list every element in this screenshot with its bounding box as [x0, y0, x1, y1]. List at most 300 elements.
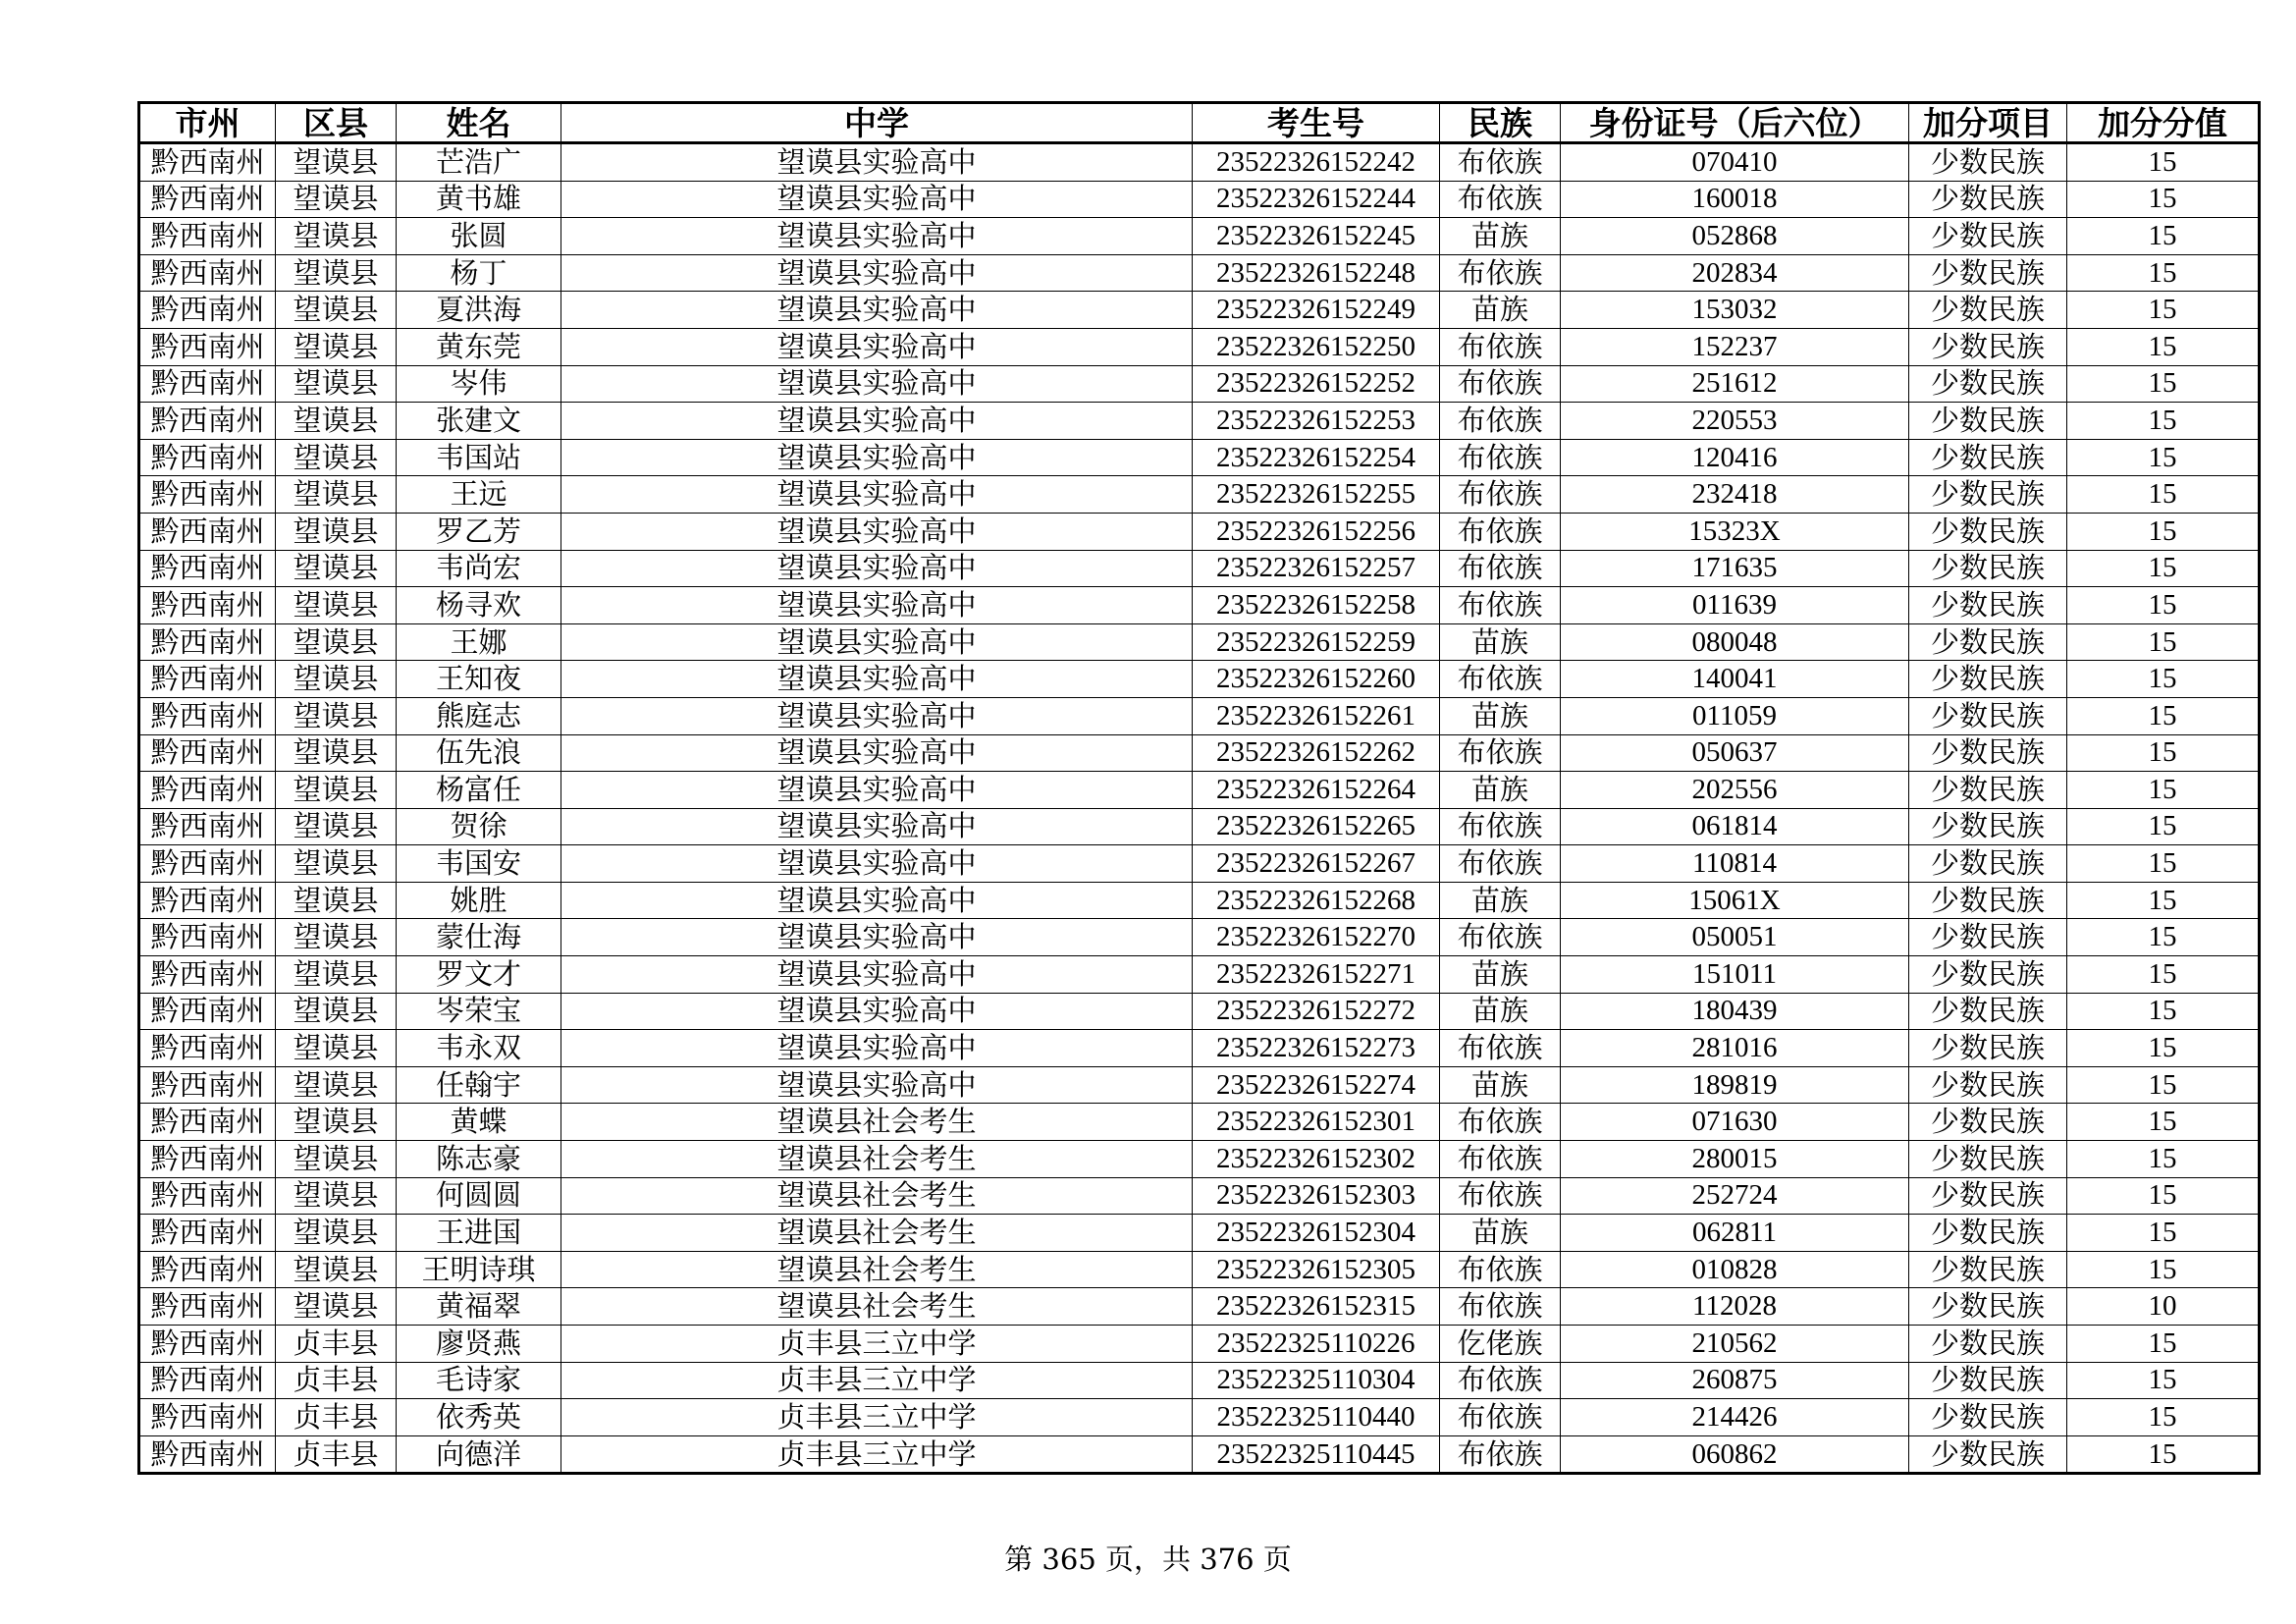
county-cell: 望谟县: [276, 254, 397, 292]
school-cell: 贞丰县三立中学: [561, 1435, 1193, 1474]
exam-number-cell: 23522326152249: [1193, 292, 1440, 329]
exam-number-cell: 23522326152304: [1193, 1215, 1440, 1252]
name-cell: 蒙仕海: [397, 919, 561, 956]
school-cell: 望谟县实验高中: [561, 845, 1193, 883]
name-cell: 黄书雄: [397, 181, 561, 218]
id-last-six-cell: 140041: [1561, 661, 1909, 698]
bonus-item-cell: 少数民族: [1909, 1399, 2067, 1436]
bonus-item-cell: 少数民族: [1909, 143, 2067, 182]
name-cell: 向德洋: [397, 1435, 561, 1474]
table-row: [139, 661, 2260, 698]
ethnicity-cell: 布依族: [1440, 1288, 1561, 1326]
county-cell: 望谟县: [276, 403, 397, 440]
table-row: [139, 143, 2260, 182]
city-cell: 黔西南州: [139, 143, 276, 182]
name-cell: 王进国: [397, 1215, 561, 1252]
city-cell: 黔西南州: [139, 1288, 276, 1326]
city-cell: 黔西南州: [139, 1104, 276, 1141]
bonus-points-cell: 15: [2067, 919, 2260, 956]
id-last-six-cell: 180439: [1561, 993, 1909, 1030]
exam-number-cell: 23522326152252: [1193, 365, 1440, 403]
bonus-item-cell: 少数民族: [1909, 181, 2067, 218]
bonus-points-cell: 15: [2067, 328, 2260, 365]
id-last-six-cell: 15323X: [1561, 513, 1909, 550]
bonus-item-cell: 少数民族: [1909, 1251, 2067, 1288]
exam-number-cell: 23522325110304: [1193, 1362, 1440, 1399]
table-row: [139, 956, 2260, 994]
id-last-six-cell: 251612: [1561, 365, 1909, 403]
city-cell: 黔西南州: [139, 1326, 276, 1363]
name-cell: 黄东莞: [397, 328, 561, 365]
school-cell: 望谟县实验高中: [561, 143, 1193, 182]
exam-number-cell: 23522326152273: [1193, 1030, 1440, 1067]
table-row: [139, 1030, 2260, 1067]
school-cell: 望谟县实验高中: [561, 956, 1193, 994]
exam-number-cell: 23522326152242: [1193, 143, 1440, 182]
table-row: [139, 513, 2260, 550]
ethnicity-cell: 布依族: [1440, 143, 1561, 182]
exam-number-cell: 23522326152254: [1193, 439, 1440, 476]
city-cell: 黔西南州: [139, 1030, 276, 1067]
bonus-item-cell: 少数民族: [1909, 1141, 2067, 1178]
bonus-points-cell: 15: [2067, 254, 2260, 292]
bonus-points-cell: 15: [2067, 1251, 2260, 1288]
ethnicity-cell: 布依族: [1440, 181, 1561, 218]
table-row: [139, 1326, 2260, 1363]
exam-number-cell: 23522325110445: [1193, 1435, 1440, 1474]
table-row: [139, 328, 2260, 365]
name-cell: 贺徐: [397, 808, 561, 845]
table-row: [139, 882, 2260, 919]
exam-number-cell: 23522326152256: [1193, 513, 1440, 550]
city-cell: 黔西南州: [139, 550, 276, 587]
name-cell: 黄蝶: [397, 1104, 561, 1141]
county-cell: 贞丰县: [276, 1326, 397, 1363]
bonus-points-cell: 15: [2067, 993, 2260, 1030]
exam-number-cell: 23522325110226: [1193, 1326, 1440, 1363]
table-row: [139, 1066, 2260, 1104]
bonus-item-cell: 少数民族: [1909, 550, 2067, 587]
county-cell: 望谟县: [276, 808, 397, 845]
bonus-item-cell: 少数民族: [1909, 1288, 2067, 1326]
name-cell: 毛诗家: [397, 1362, 561, 1399]
id-last-six-cell: 160018: [1561, 181, 1909, 218]
bonus-points-cell: 15: [2067, 1326, 2260, 1363]
name-cell: 岑荣宝: [397, 993, 561, 1030]
name-cell: 王知夜: [397, 661, 561, 698]
name-cell: 韦尚宏: [397, 550, 561, 587]
county-cell: 望谟县: [276, 143, 397, 182]
city-cell: 黔西南州: [139, 697, 276, 734]
exam-number-cell: 23522326152262: [1193, 734, 1440, 772]
name-cell: 张建文: [397, 403, 561, 440]
exam-number-cell: 23522326152258: [1193, 587, 1440, 624]
table-row: [139, 1362, 2260, 1399]
school-cell: 望谟县实验高中: [561, 513, 1193, 550]
exam-number-cell: 23522326152253: [1193, 403, 1440, 440]
exam-number-cell: 23522326152259: [1193, 623, 1440, 661]
id-last-six-cell: 214426: [1561, 1399, 1909, 1436]
id-last-six-cell: 061814: [1561, 808, 1909, 845]
ethnicity-cell: 苗族: [1440, 623, 1561, 661]
school-cell: 望谟县实验高中: [561, 772, 1193, 809]
header-county: 区县: [276, 103, 397, 143]
bonus-item-cell: 少数民族: [1909, 587, 2067, 624]
table-row: [139, 1177, 2260, 1215]
bonus-points-cell: 15: [2067, 734, 2260, 772]
city-cell: 黔西南州: [139, 772, 276, 809]
city-cell: 黔西南州: [139, 476, 276, 514]
name-cell: 黄福翠: [397, 1288, 561, 1326]
city-cell: 黔西南州: [139, 734, 276, 772]
name-cell: 廖贤燕: [397, 1326, 561, 1363]
id-last-six-cell: 15061X: [1561, 882, 1909, 919]
county-cell: 望谟县: [276, 661, 397, 698]
table-row: [139, 772, 2260, 809]
exam-number-cell: 23522326152245: [1193, 218, 1440, 255]
id-last-six-cell: 070410: [1561, 143, 1909, 182]
ethnicity-cell: 苗族: [1440, 292, 1561, 329]
ethnicity-cell: 布依族: [1440, 550, 1561, 587]
name-cell: 何圆圆: [397, 1177, 561, 1215]
county-cell: 望谟县: [276, 476, 397, 514]
county-cell: 贞丰县: [276, 1362, 397, 1399]
school-cell: 望谟县实验高中: [561, 1066, 1193, 1104]
name-cell: 杨寻欢: [397, 587, 561, 624]
exam-number-cell: 23522326152271: [1193, 956, 1440, 994]
city-cell: 黔西南州: [139, 956, 276, 994]
bonus-points-cell: 15: [2067, 181, 2260, 218]
bonus-item-cell: 少数民族: [1909, 439, 2067, 476]
bonus-points-cell: 15: [2067, 882, 2260, 919]
table-row: [139, 292, 2260, 329]
ethnicity-cell: 苗族: [1440, 1215, 1561, 1252]
school-cell: 望谟县实验高中: [561, 697, 1193, 734]
bonus-item-cell: 少数民族: [1909, 808, 2067, 845]
county-cell: 望谟县: [276, 1177, 397, 1215]
id-last-six-cell: 171635: [1561, 550, 1909, 587]
ethnicity-cell: 布依族: [1440, 254, 1561, 292]
ethnicity-cell: 苗族: [1440, 993, 1561, 1030]
bonus-item-cell: 少数民族: [1909, 919, 2067, 956]
county-cell: 望谟县: [276, 1030, 397, 1067]
table-row: [139, 1141, 2260, 1178]
city-cell: 黔西南州: [139, 1251, 276, 1288]
name-cell: 伍先浪: [397, 734, 561, 772]
bonus-item-cell: 少数民族: [1909, 1215, 2067, 1252]
exam-number-cell: 23522326152272: [1193, 993, 1440, 1030]
ethnicity-cell: 布依族: [1440, 1251, 1561, 1288]
bonus-item-cell: 少数民族: [1909, 513, 2067, 550]
bonus-points-cell: 15: [2067, 1435, 2260, 1474]
school-cell: 望谟县社会考生: [561, 1104, 1193, 1141]
bonus-item-cell: 少数民族: [1909, 882, 2067, 919]
id-last-six-cell: 050637: [1561, 734, 1909, 772]
id-last-six-cell: 280015: [1561, 1141, 1909, 1178]
exam-number-cell: 23522326152250: [1193, 328, 1440, 365]
exam-number-cell: 23522326152302: [1193, 1141, 1440, 1178]
county-cell: 望谟县: [276, 1066, 397, 1104]
county-cell: 望谟县: [276, 623, 397, 661]
bonus-points-cell: 10: [2067, 1288, 2260, 1326]
school-cell: 贞丰县三立中学: [561, 1399, 1193, 1436]
table-row: [139, 993, 2260, 1030]
county-cell: 贞丰县: [276, 1399, 397, 1436]
table-row: [139, 623, 2260, 661]
county-cell: 望谟县: [276, 513, 397, 550]
bonus-item-cell: 少数民族: [1909, 623, 2067, 661]
city-cell: 黔西南州: [139, 623, 276, 661]
school-cell: 望谟县实验高中: [561, 550, 1193, 587]
ethnicity-cell: 苗族: [1440, 956, 1561, 994]
ethnicity-cell: 布依族: [1440, 1104, 1561, 1141]
id-last-six-cell: 153032: [1561, 292, 1909, 329]
bonus-points-cell: 15: [2067, 845, 2260, 883]
name-cell: 王远: [397, 476, 561, 514]
id-last-six-cell: 220553: [1561, 403, 1909, 440]
id-last-six-cell: 260875: [1561, 1362, 1909, 1399]
name-cell: 芒浩广: [397, 143, 561, 182]
header-exam-number: 考生号: [1193, 103, 1440, 143]
table-row: [139, 439, 2260, 476]
county-cell: 望谟县: [276, 697, 397, 734]
county-cell: 望谟县: [276, 328, 397, 365]
school-cell: 望谟县实验高中: [561, 292, 1193, 329]
bonus-points-cell: 15: [2067, 513, 2260, 550]
id-last-six-cell: 112028: [1561, 1288, 1909, 1326]
id-last-six-cell: 052868: [1561, 218, 1909, 255]
county-cell: 望谟县: [276, 292, 397, 329]
id-last-six-cell: 011639: [1561, 587, 1909, 624]
exam-number-cell: 23522326152248: [1193, 254, 1440, 292]
table-row: [139, 365, 2260, 403]
school-cell: 望谟县实验高中: [561, 661, 1193, 698]
bonus-points-cell: 15: [2067, 1066, 2260, 1104]
bonus-points-cell: 15: [2067, 1104, 2260, 1141]
bonus-points-cell: 15: [2067, 1215, 2260, 1252]
ethnicity-cell: 布依族: [1440, 476, 1561, 514]
city-cell: 黔西南州: [139, 1362, 276, 1399]
bonus-points-cell: 15: [2067, 143, 2260, 182]
ethnicity-cell: 布依族: [1440, 1399, 1561, 1436]
city-cell: 黔西南州: [139, 1435, 276, 1474]
table-row: [139, 734, 2260, 772]
id-last-six-cell: 202834: [1561, 254, 1909, 292]
exam-number-cell: 23522326152270: [1193, 919, 1440, 956]
school-cell: 望谟县实验高中: [561, 734, 1193, 772]
table-header-row: [139, 103, 2260, 143]
city-cell: 黔西南州: [139, 218, 276, 255]
county-cell: 望谟县: [276, 1141, 397, 1178]
exam-number-cell: 23522326152274: [1193, 1066, 1440, 1104]
city-cell: 黔西南州: [139, 882, 276, 919]
header-city: 市州: [139, 103, 276, 143]
id-last-six-cell: 060862: [1561, 1435, 1909, 1474]
school-cell: 望谟县实验高中: [561, 1030, 1193, 1067]
exam-number-cell: 23522326152315: [1193, 1288, 1440, 1326]
exam-number-cell: 23522326152255: [1193, 476, 1440, 514]
name-cell: 岑伟: [397, 365, 561, 403]
school-cell: 望谟县实验高中: [561, 218, 1193, 255]
bonus-points-cell: 15: [2067, 1141, 2260, 1178]
bonus-points-cell: 15: [2067, 772, 2260, 809]
table-row: [139, 403, 2260, 440]
bonus-item-cell: 少数民族: [1909, 292, 2067, 329]
bonus-item-cell: 少数民族: [1909, 1066, 2067, 1104]
page-number-footer: 第 365 页，共 376 页: [1004, 1543, 1292, 1576]
city-cell: 黔西南州: [139, 181, 276, 218]
bonus-item-cell: 少数民族: [1909, 845, 2067, 883]
school-cell: 望谟县实验高中: [561, 254, 1193, 292]
ethnicity-cell: 苗族: [1440, 772, 1561, 809]
exam-number-cell: 23522326152257: [1193, 550, 1440, 587]
bonus-item-cell: 少数民族: [1909, 1435, 2067, 1474]
school-cell: 望谟县实验高中: [561, 919, 1193, 956]
city-cell: 黔西南州: [139, 513, 276, 550]
school-cell: 望谟县实验高中: [561, 403, 1193, 440]
city-cell: 黔西南州: [139, 403, 276, 440]
header-id-last-six: 身份证号（后六位）: [1561, 103, 1909, 143]
bonus-item-cell: 少数民族: [1909, 254, 2067, 292]
bonus-item-cell: 少数民族: [1909, 476, 2067, 514]
city-cell: 黔西南州: [139, 845, 276, 883]
id-last-six-cell: 151011: [1561, 956, 1909, 994]
ethnicity-cell: 苗族: [1440, 882, 1561, 919]
name-cell: 依秀英: [397, 1399, 561, 1436]
ethnicity-cell: 布依族: [1440, 1435, 1561, 1474]
header-name: 姓名: [397, 103, 561, 143]
school-cell: 望谟县实验高中: [561, 181, 1193, 218]
ethnicity-cell: 布依族: [1440, 1362, 1561, 1399]
id-last-six-cell: 050051: [1561, 919, 1909, 956]
id-last-six-cell: 152237: [1561, 328, 1909, 365]
county-cell: 望谟县: [276, 1288, 397, 1326]
school-cell: 望谟县实验高中: [561, 328, 1193, 365]
id-last-six-cell: 232418: [1561, 476, 1909, 514]
bonus-item-cell: 少数民族: [1909, 697, 2067, 734]
name-cell: 熊庭志: [397, 697, 561, 734]
school-cell: 贞丰县三立中学: [561, 1362, 1193, 1399]
bonus-points-cell: 15: [2067, 292, 2260, 329]
city-cell: 黔西南州: [139, 1177, 276, 1215]
exam-number-cell: 23522326152265: [1193, 808, 1440, 845]
header-bonus-points: 加分分值: [2067, 103, 2260, 143]
bonus-points-cell: 15: [2067, 439, 2260, 476]
bonus-item-cell: 少数民族: [1909, 218, 2067, 255]
school-cell: 望谟县实验高中: [561, 882, 1193, 919]
city-cell: 黔西南州: [139, 328, 276, 365]
bonus-item-cell: 少数民族: [1909, 734, 2067, 772]
name-cell: 韦永双: [397, 1030, 561, 1067]
table-row: [139, 697, 2260, 734]
county-cell: 望谟县: [276, 550, 397, 587]
ethnicity-cell: 布依族: [1440, 1030, 1561, 1067]
bonus-points-cell: 15: [2067, 365, 2260, 403]
table-row: [139, 919, 2260, 956]
id-last-six-cell: 071630: [1561, 1104, 1909, 1141]
bonus-item-cell: 少数民族: [1909, 1104, 2067, 1141]
county-cell: 望谟县: [276, 993, 397, 1030]
bonus-item-cell: 少数民族: [1909, 1030, 2067, 1067]
id-last-six-cell: 062811: [1561, 1215, 1909, 1252]
ethnicity-cell: 布依族: [1440, 808, 1561, 845]
id-last-six-cell: 202556: [1561, 772, 1909, 809]
school-cell: 贞丰县三立中学: [561, 1326, 1193, 1363]
city-cell: 黔西南州: [139, 1399, 276, 1436]
county-cell: 望谟县: [276, 956, 397, 994]
name-cell: 韦国安: [397, 845, 561, 883]
name-cell: 任翰宇: [397, 1066, 561, 1104]
table-row: [139, 1288, 2260, 1326]
ethnicity-cell: 布依族: [1440, 661, 1561, 698]
school-cell: 望谟县实验高中: [561, 476, 1193, 514]
table-row: [139, 1104, 2260, 1141]
county-cell: 望谟县: [276, 1215, 397, 1252]
exam-number-cell: 23522326152261: [1193, 697, 1440, 734]
county-cell: 望谟县: [276, 919, 397, 956]
county-cell: 望谟县: [276, 218, 397, 255]
exam-number-cell: 23522326152303: [1193, 1177, 1440, 1215]
school-cell: 望谟县社会考生: [561, 1215, 1193, 1252]
bonus-points-cell: 15: [2067, 697, 2260, 734]
name-cell: 夏洪海: [397, 292, 561, 329]
exam-number-cell: 23522326152244: [1193, 181, 1440, 218]
city-cell: 黔西南州: [139, 365, 276, 403]
county-cell: 望谟县: [276, 439, 397, 476]
county-cell: 望谟县: [276, 882, 397, 919]
table-row: [139, 476, 2260, 514]
exam-number-cell: 23522326152301: [1193, 1104, 1440, 1141]
name-cell: 姚胜: [397, 882, 561, 919]
bonus-points-cell: 15: [2067, 1362, 2260, 1399]
table-row: [139, 218, 2260, 255]
bonus-points-cell: 15: [2067, 550, 2260, 587]
id-last-six-cell: 110814: [1561, 845, 1909, 883]
id-last-six-cell: 080048: [1561, 623, 1909, 661]
ethnicity-cell: 布依族: [1440, 439, 1561, 476]
city-cell: 黔西南州: [139, 1215, 276, 1252]
county-cell: 望谟县: [276, 1104, 397, 1141]
county-cell: 望谟县: [276, 181, 397, 218]
id-last-six-cell: 010828: [1561, 1251, 1909, 1288]
exam-number-cell: 23522326152305: [1193, 1251, 1440, 1288]
bonus-points-cell: 15: [2067, 661, 2260, 698]
table-row: [139, 1399, 2260, 1436]
bonus-points-cell: 15: [2067, 1399, 2260, 1436]
bonus-points-cell: 15: [2067, 1030, 2260, 1067]
city-cell: 黔西南州: [139, 993, 276, 1030]
name-cell: 王娜: [397, 623, 561, 661]
name-cell: 张圆: [397, 218, 561, 255]
bonus-item-cell: 少数民族: [1909, 1362, 2067, 1399]
ethnicity-cell: 布依族: [1440, 403, 1561, 440]
school-cell: 望谟县实验高中: [561, 993, 1193, 1030]
ethnicity-cell: 布依族: [1440, 1141, 1561, 1178]
table-row: [139, 587, 2260, 624]
bonus-points-cell: 15: [2067, 587, 2260, 624]
ethnicity-cell: 布依族: [1440, 734, 1561, 772]
header-ethnicity: 民族: [1440, 103, 1561, 143]
exam-number-cell: 23522326152264: [1193, 772, 1440, 809]
name-cell: 韦国站: [397, 439, 561, 476]
county-cell: 望谟县: [276, 772, 397, 809]
ethnicity-cell: 布依族: [1440, 1177, 1561, 1215]
ethnicity-cell: 布依族: [1440, 587, 1561, 624]
ethnicity-cell: 布依族: [1440, 513, 1561, 550]
city-cell: 黔西南州: [139, 587, 276, 624]
id-last-six-cell: 189819: [1561, 1066, 1909, 1104]
ethnicity-cell: 仡佬族: [1440, 1326, 1561, 1363]
